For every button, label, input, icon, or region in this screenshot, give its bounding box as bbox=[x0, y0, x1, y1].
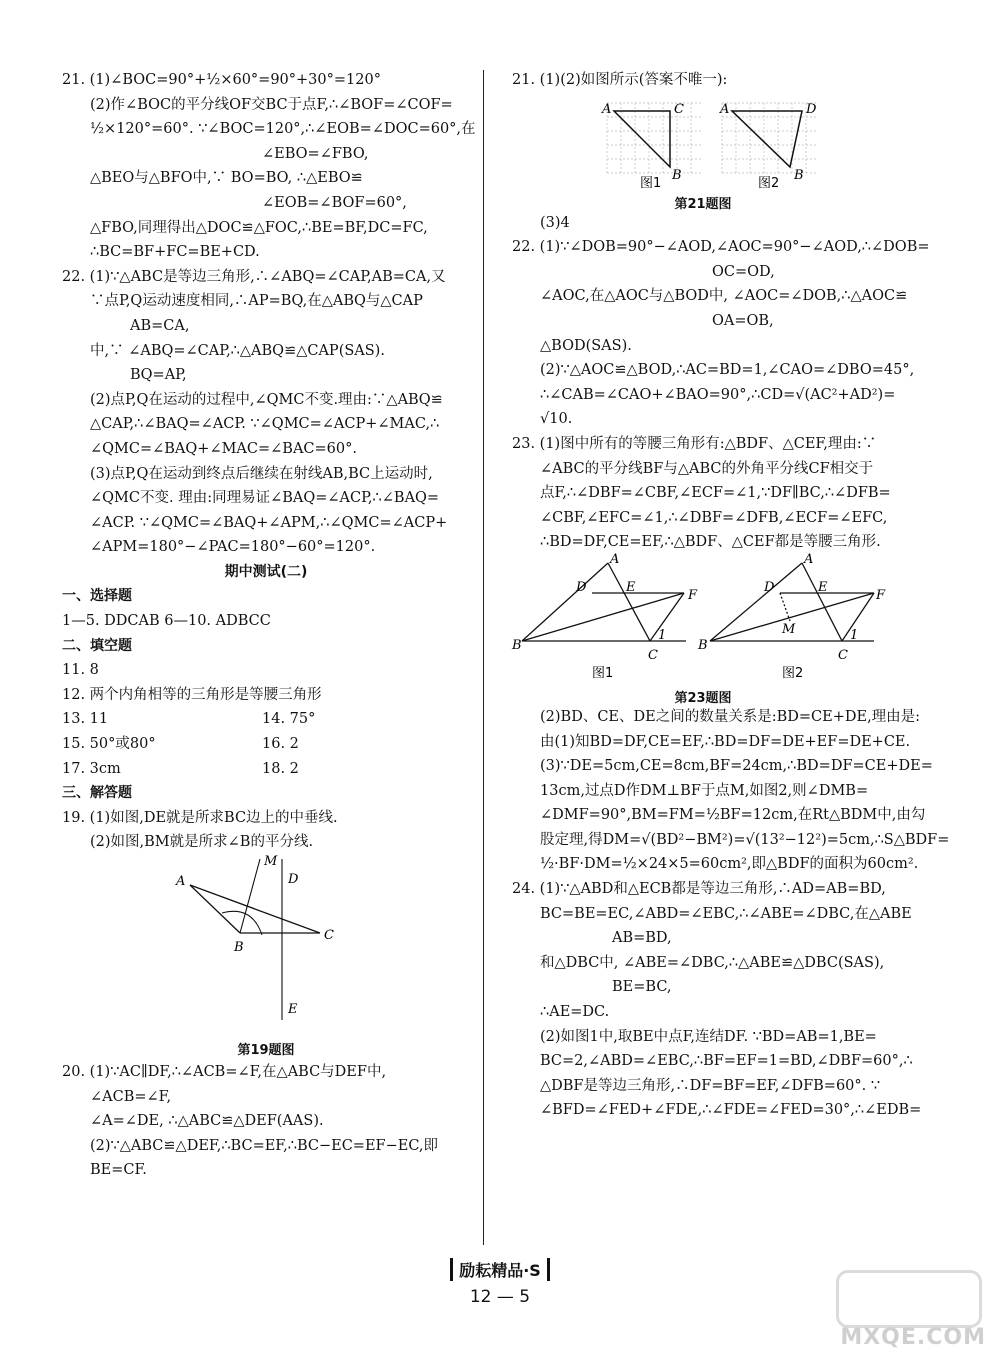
text-line: BE=CF. bbox=[90, 1162, 147, 1179]
fig19-label: A bbox=[176, 874, 186, 889]
text-line: ½×120°=60°. ∵∠BOC=120°,∴∠EOB=∠DOC=60°,在 bbox=[90, 121, 476, 138]
brand-logo: 励耘精品·S bbox=[450, 1258, 550, 1281]
section-title: 期中测试(二) bbox=[224, 563, 308, 580]
figure-21-drawing bbox=[512, 93, 894, 189]
text-line: ∠DMF=90°,BM=FM=½BF=12cm,在Rt△BDM中,由勾 bbox=[540, 807, 926, 824]
figure-23 bbox=[512, 551, 894, 706]
fig23-label: C bbox=[648, 647, 658, 663]
fill-answer: 13. 11 bbox=[62, 711, 109, 728]
text-line: ∴BC=BF+FC=BE+CD. bbox=[90, 244, 260, 261]
column-divider bbox=[483, 70, 484, 1245]
fig23-label: F bbox=[876, 587, 886, 603]
text-line: △DBF是等边三角形,∴DF=BF=EF,∠DFB=60°. ∵ bbox=[540, 1077, 881, 1094]
fig21-label: A bbox=[720, 101, 730, 117]
fig23-label: A bbox=[804, 551, 814, 567]
fill-answer: 15. 50°或80° bbox=[62, 736, 156, 753]
fig23-sublabel: 图1 bbox=[592, 665, 614, 681]
fig19-label: B bbox=[234, 940, 244, 955]
brace-line: OC=OD, bbox=[712, 263, 775, 280]
text-line: ∠QMC=∠BAQ+∠MAC=∠BAC=60°. bbox=[90, 440, 357, 457]
text-line: ∠AOC,在△AOC与△BOD中, ∠AOC=∠DOB,∴△AOC≌ bbox=[540, 288, 908, 305]
text-line: 由(1)知BD=DF,CE=EF,∴BD=DF=DE+EF=DE+CE. bbox=[540, 733, 911, 750]
figure-23-drawing bbox=[512, 551, 894, 683]
figure-caption: 第19题图 bbox=[237, 1043, 295, 1058]
text-line: √10. bbox=[540, 411, 573, 428]
text-line: ∴∠CAB=∠CAO+∠BAO=90°,∴CD=√(AC²+AD²)= bbox=[540, 386, 896, 403]
fig21-label: C bbox=[674, 101, 684, 117]
fig23-label: F bbox=[688, 587, 698, 603]
right-column bbox=[512, 68, 950, 1123]
fig23-label: D bbox=[576, 579, 587, 595]
fill-answer: 18. 2 bbox=[262, 760, 299, 777]
fig19-label: M bbox=[264, 854, 278, 869]
fill-answer: 12. 两个内角相等的三角形是等腰三角形 bbox=[62, 686, 322, 703]
text-line: (2)∵△AOC≌△BOD,∴AC=BD=1,∠CAO=∠DBO=45°, bbox=[540, 362, 915, 379]
text-line: ∴AE=DC. bbox=[540, 1004, 610, 1021]
figure-19-drawing bbox=[62, 855, 470, 1035]
fig21-label: A bbox=[602, 101, 612, 117]
fig23-label: M bbox=[782, 621, 796, 637]
figure-21 bbox=[512, 93, 894, 211]
brace-line: OA=OB, bbox=[712, 312, 774, 329]
text-line: 21. (1)(2)如图所示(答案不唯一): bbox=[512, 72, 728, 88]
text-line: (3)∵DE=5cm,CE=8cm,BF=24cm,∴BD=DF=CE+DE= bbox=[540, 758, 933, 775]
text-line: △FBO,同理得出△DOC≌△FOC,∴BE=BF,DC=FC, bbox=[90, 219, 428, 236]
text-line: ∠BFD=∠FED+∠FDE,∴∠FDE=∠FED=30°,∴∠EDB= bbox=[540, 1102, 922, 1119]
text-line: ∠ABC的平分线BF与△ABC的外角平分线CF相交于 bbox=[540, 460, 874, 477]
left-column bbox=[62, 68, 476, 1183]
brace-line: BQ=AP, bbox=[130, 367, 187, 384]
fill-answer-row bbox=[62, 732, 470, 757]
text-line: 21. (1)∠BOC=90°+½×60°=90°+30°=120° bbox=[62, 72, 381, 88]
fig19-label: C bbox=[324, 928, 334, 943]
text-line: ∠CBF,∠EFC=∠1,∴∠DBF=∠DFB,∠ECF=∠EFC, bbox=[540, 509, 888, 526]
fig23-sublabel: 图2 bbox=[782, 665, 804, 681]
text-line: △CAP,∴∠BAQ=∠ACP. ∵∠QMC=∠ACP+∠MAC,∴ bbox=[90, 416, 440, 433]
figure-caption: 第23题图 bbox=[674, 690, 732, 706]
fill-answer: 14. 75° bbox=[262, 711, 316, 728]
text-line: (3)点P,Q在运动到终点后继续在射线AB,BC上运动时, bbox=[90, 465, 433, 482]
text-line: 22. (1)∵△ABC是等边三角形,∴∠ABQ=∠CAP,AB=CA,又 bbox=[62, 268, 446, 285]
fill-answer: 16. 2 bbox=[262, 736, 299, 753]
part-heading: 二、填空题 bbox=[62, 637, 132, 654]
fig21-sublabel: 图2 bbox=[758, 175, 780, 191]
fig23-label: B bbox=[698, 637, 708, 653]
fig23-label: 1 bbox=[658, 627, 667, 643]
text-line: (3)4 bbox=[540, 214, 570, 231]
fig23-label: 1 bbox=[850, 627, 859, 643]
fig19-label: D bbox=[288, 872, 299, 887]
text-line: (2)如图1中,取BE中点F,连结DF. ∵BD=AB=1,BE= bbox=[540, 1028, 877, 1045]
fig23-label: E bbox=[818, 579, 828, 595]
text-line: △BOD(SAS). bbox=[540, 337, 632, 354]
brace-line: ∠A=∠DE, ∴△ABC≌△DEF(AAS). bbox=[90, 1113, 324, 1130]
page-number: 12 — 5 bbox=[469, 1287, 531, 1307]
brace-line: AB=CA, bbox=[130, 317, 190, 334]
fig23-label: A bbox=[610, 551, 620, 567]
text-line: BC=BE=EC,∠ABD=∠EBC,∴∠ABE=∠DBC,在△ABE bbox=[540, 905, 912, 922]
brace-line: BE=BC, bbox=[612, 979, 672, 996]
text-line: 24. (1)∵△ABD和△ECB都是等边三角形,∴AD=AB=BD, bbox=[512, 881, 886, 898]
fig23-label: E bbox=[626, 579, 636, 595]
text-line: 20. (1)∵AC∥DF,∴∠ACB=∠F,在△ABC与DEF中, bbox=[62, 1064, 387, 1080]
text-line: ∠APM=180°−∠PAC=180°−60°=120°. bbox=[90, 539, 376, 556]
fill-answer-row bbox=[62, 707, 470, 732]
text-line: (2)∵△ABC≌△DEF,∴BC=EF,∴BC−EC=EF−EC,即 bbox=[90, 1137, 439, 1154]
fill-answer-row bbox=[62, 757, 470, 782]
brace-line: ∠EBO=∠FBO, bbox=[262, 145, 369, 162]
part-heading: 三、解答题 bbox=[62, 785, 132, 802]
text-line: ∠QMC不变. 理由:同理易证∠BAQ=∠ACP,∴∠BAQ= bbox=[90, 490, 440, 507]
text-line: (2)作∠BOC的平分线OF交BC于点F,∴∠BOF=∠COF= bbox=[90, 96, 453, 113]
text-line: (2)点P,Q在运动的过程中,∠QMC不变.理由:∵△ABQ≌ bbox=[90, 391, 443, 408]
text-line: 中,∵ ∠ABQ=∠CAP,∴△ABQ≌△CAP(SAS). bbox=[90, 342, 385, 359]
text-line: ∵点P,Q运动速度相同,∴AP=BQ,在△ABQ与△CAP bbox=[90, 293, 423, 310]
text-line: 13cm,过点D作DM⊥BF于点M,如图2,则∠DMB= bbox=[540, 782, 869, 799]
watermark bbox=[832, 1270, 992, 1350]
text-line: 和△DBC中, ∠ABE=∠DBC,∴△ABE≌△DBC(SAS), bbox=[540, 954, 885, 971]
fig19-label: E bbox=[288, 1002, 298, 1017]
text-line: ∴BD=DF,CE=EF,∴△BDF、△CEF都是等腰三角形. bbox=[540, 534, 881, 551]
choice-answers: 1—5. DDCAB 6—10. ADBCC bbox=[62, 613, 271, 630]
fig23-label: D bbox=[764, 579, 775, 595]
text-line: BC=2,∠ABD=∠EBC,∴BF=EF=1=BD,∠DBF=60°,∴ bbox=[540, 1053, 913, 1070]
brace-line: ∠ACB=∠F, bbox=[90, 1088, 172, 1105]
text-line: ½·BF·DM=½×24×5=60cm²,即△BDF的面积为60cm². bbox=[540, 856, 919, 873]
fig21-label: D bbox=[806, 101, 817, 117]
figure-19 bbox=[62, 855, 470, 1060]
text-line: △BEO与△BFO中,∵ BO=BO, ∴△EBO≌ bbox=[90, 170, 363, 187]
figure-caption: 第21题图 bbox=[674, 196, 732, 212]
watermark-logo-icon bbox=[836, 1270, 982, 1328]
fig21-label: B bbox=[672, 167, 682, 183]
text-line: 点F,∴∠DBF=∠CBF,∠ECF=∠1,∵DF∥BC,∴∠DFB= bbox=[540, 485, 891, 502]
watermark-text: MXQE.COM bbox=[840, 1325, 986, 1350]
fill-answer: 11. 8 bbox=[62, 662, 99, 679]
text-line: 19. (1)如图,DE就是所求BC边上的中垂线. bbox=[62, 809, 338, 826]
text-line: ∠ACP. ∵∠QMC=∠BAQ+∠APM,∴∠QMC=∠ACP+ bbox=[90, 514, 448, 531]
fig23-label: C bbox=[838, 647, 848, 663]
brace-line: AB=BD, bbox=[612, 930, 672, 947]
fig23-label: B bbox=[512, 637, 522, 653]
part-heading: 一、选择题 bbox=[62, 588, 132, 605]
text-line: 22. (1)∵∠DOB=90°−∠AOD,∠AOC=90°−∠AOD,∴∠DOB= bbox=[512, 239, 930, 256]
brace-line: ∠EOB=∠BOF=60°, bbox=[262, 194, 407, 211]
fig21-label: B bbox=[794, 167, 804, 183]
text-line: (2)BD、CE、DE之间的数量关系是:BD=CE+DE,理由是: bbox=[540, 708, 921, 725]
text-line: 股定理,得DM=√(BD²−BM²)=√(13²−12²)=5cm,∴S△BDF= bbox=[540, 831, 950, 848]
text-line: (2)如图,BM就是所求∠B的平分线. bbox=[90, 834, 314, 851]
fig21-sublabel: 图1 bbox=[640, 175, 662, 191]
text-line: 23. (1)图中所有的等腰三角形有:△BDF、△CEF,理由:∵ bbox=[512, 435, 877, 452]
fill-answer: 17. 3cm bbox=[62, 760, 121, 777]
